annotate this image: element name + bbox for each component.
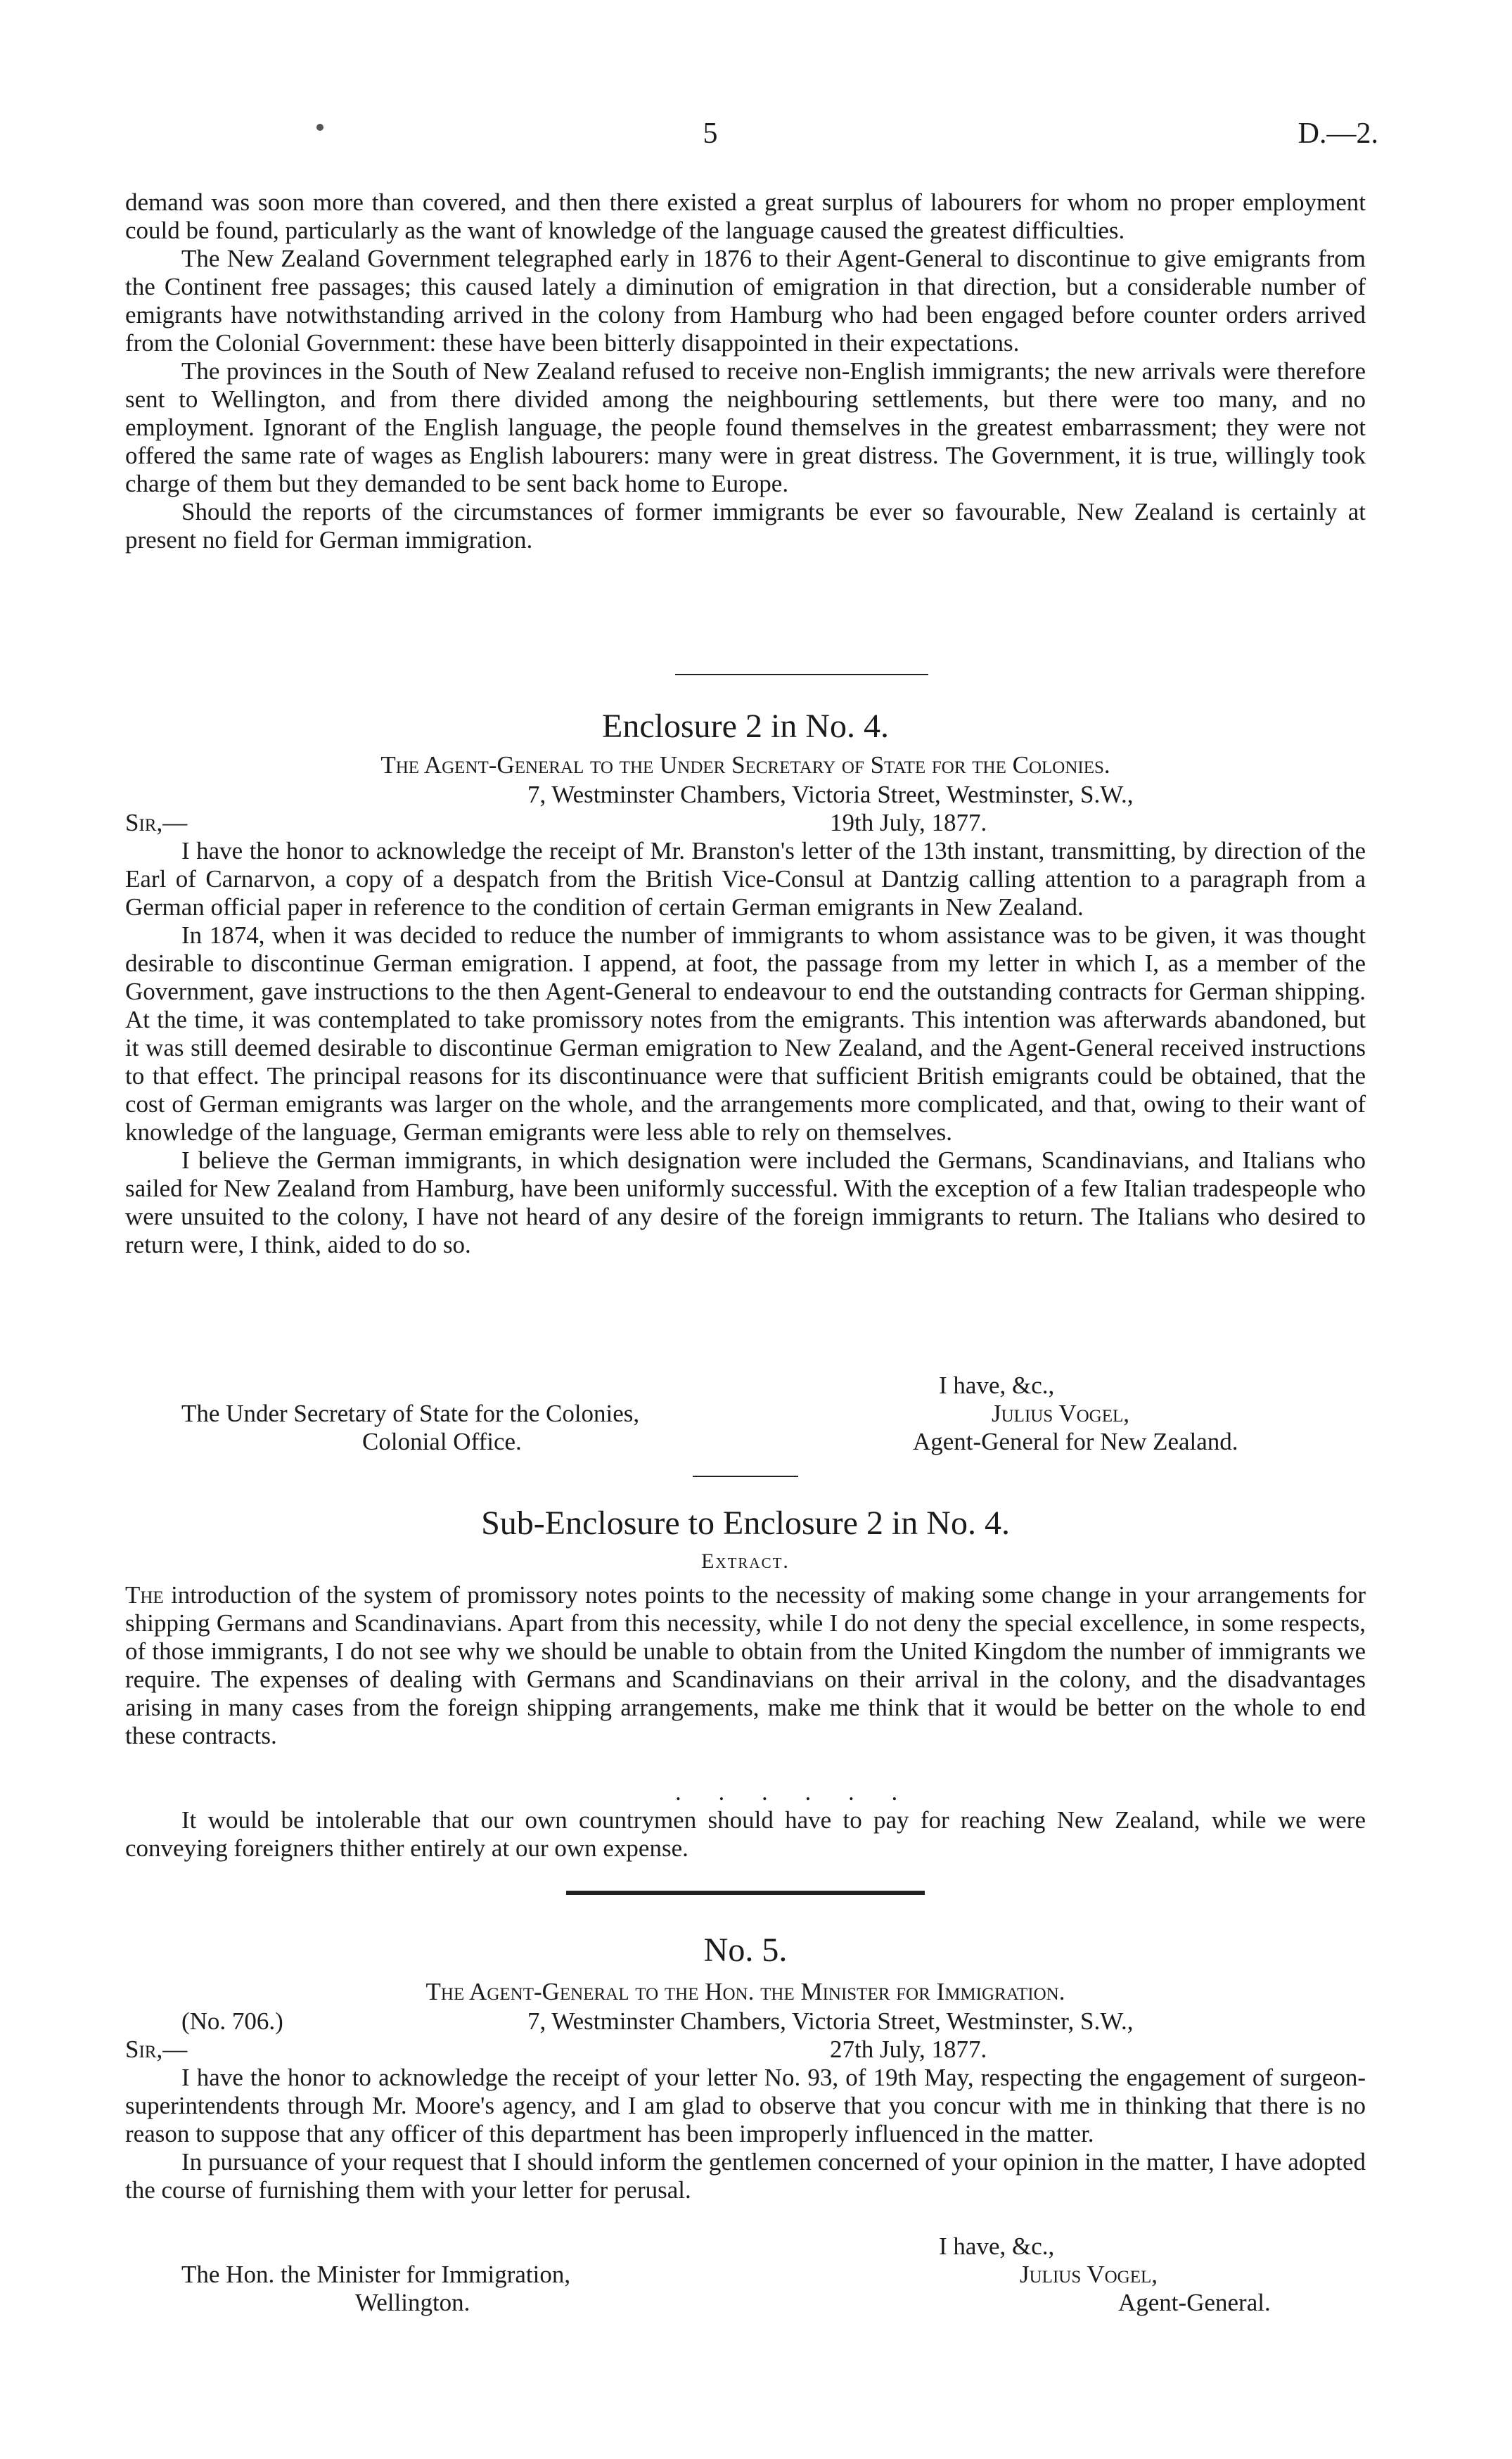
letter-paragraph: In 1874, when it was decided to reduce the number of immigrants to whom assistance was to be given, it was thought desirable to discontinue German emigration. I append, at foot, the passage from my letter in which I, as a member of the Government, gave instructions to the then Agent-General to endeavour to end the outstanding contracts for German shipping. At the time, it was contemplated to take promissory notes from the emigrants. This intention was afterwards abandoned, but it was still deemed desirable to discontinue German emigration to New Zealand, and the Agent-General received instructions to that effect. The principal reasons for its discontinuance were that sufficient British emigrants could be obtained, that the cost of German emigrants was larger on the whole, and the arrangements more complicated, and that, owing to their want of knowledge of the language, German emigrants were less able to rely on themselves. xyxy=(125,921,1366,1146)
subenclosure-title: Sub-Enclosure to Enclosure 2 in No. 4. xyxy=(481,1505,1010,1542)
signature-name: Julius Vogel, xyxy=(992,1400,1130,1427)
section-divider xyxy=(675,674,928,675)
letter-date: 19th July, 1877. xyxy=(830,809,987,836)
letter-paragraph: I believe the German immigrants, in which designation were included the Germans, Scandinavians, and Italians who sailed for New Zealand from Hamburg, have been uniformly successful. With the exception of a few Italian tradespeople who were unsuited to the colony, I have not heard of any desire of the foreign immigrants to return. The Italians who desired to return were, I think, aided to do so. xyxy=(125,1147,1366,1258)
subenclosure-body-2 xyxy=(125,1806,1366,1863)
enclosure-body xyxy=(125,837,1366,1259)
signature-name: Julius Vogel, xyxy=(1020,2261,1158,2288)
extract-paragraph xyxy=(125,1581,1366,1750)
enclosure-subtitle: The Agent-General to the Under Secretary of State for the Colonies. xyxy=(380,751,1110,779)
letter-date: 27th July, 1877. xyxy=(830,2036,987,2063)
intro-paragraph: The provinces in the South of New Zealand refused to receive non-English immigrants; the new arrivals were therefore sent to Wellington, and from there divided among the neighbouring settlements, but there were too many, and no employment. Ignorant of the English language, the people found themselves in the greatest embarrassment; they were not offered the same rate of wages as English labourers: many were in great distress. The Government, it is true, willingly took charge of them but they demanded to be sent back home to Europe. xyxy=(125,357,1366,497)
extract-text: introduction of the system of promissory notes points to the necessity of making some change in your arrangements for shipping Germans and Scandinavians. Apart from this necessity, while I do not deny the special excellence, in some respects, of those immigrants, I do not see why we should be unable to obtain from the United Kingdom the number of immigrants we require. The expenses of dealing with Germans and Scandinavians on their arrival in the colony, and the disadvantages arising in many cases from the foreign shipping arrangements, make me think that it would be better on the whole to end these contracts. xyxy=(125,1581,1366,1749)
addressee-line: Wellington. xyxy=(355,2289,470,2316)
margin-dot xyxy=(316,124,323,131)
extract-label: Extract. xyxy=(701,1550,790,1573)
ellipsis-dots: . . . . . . xyxy=(675,1778,914,1806)
sender-address: 7, Westminster Chambers, Victoria Street, Westminster, S.W., xyxy=(527,781,1134,808)
subenclosure-body xyxy=(125,1581,1366,1750)
intro-paragraph: demand was soon more than covered, and then there existed a great surplus of labourers for whom no proper employment could be found, particularly as the want of knowledge of the language caused the greatest difficulties. xyxy=(125,189,1366,244)
signature-title: Agent-General. xyxy=(1118,2289,1271,2316)
salutation: Sir,— xyxy=(125,809,188,836)
addressee-line: The Under Secretary of State for the Colonies, xyxy=(181,1400,640,1427)
signature-title: Agent-General for New Zealand. xyxy=(913,1428,1238,1455)
page-number: 5 xyxy=(703,117,718,150)
letter-paragraph: I have the honor to acknowledge the receipt of your letter No. 93, of 19th May, respecting the engagement of surgeon-superintendents through Mr. Moore's agency, and I am glad to observe that you concur with me in thinking that there is no reason to suppose that any officer of this department has been improperly influenced in the matter. xyxy=(125,2064,1366,2147)
no5-body xyxy=(125,2064,1366,2204)
intro-section xyxy=(125,189,1366,554)
letter-paragraph: I have the honor to acknowledge the receipt of Mr. Branston's letter of the 13th instant, transmitting, by direction of the Earl of Carnarvon, a copy of a despatch from the British Vice-Consul at Dantzig calling attention to a paragraph from a German official paper in reference to the condition of certain German emigrants in New Zealand. xyxy=(125,837,1366,921)
addressee-line: The Hon. the Minister for Immigration, xyxy=(181,2261,571,2288)
letter-paragraph: In pursuance of your request that I should inform the gentlemen concerned of your opinion in the matter, I have adopted the course of furnishing them with your letter for perusal. xyxy=(125,2148,1366,2204)
intro-paragraph: The New Zealand Government telegraphed early in 1876 to their Agent-General to discontinue to give emigrants from the Continent free passages; this caused lately a diminution of emigration in that direction, but a considerable number of emigrants have notwithstanding arrived in the colony from Hamburg who had been engaged before counter orders arrived from the Colonial Government: these have been bitterly disappointed in their expectations. xyxy=(125,245,1366,357)
letter-reference: (No. 706.) xyxy=(181,2007,283,2035)
addressee-line: Colonial Office. xyxy=(362,1428,522,1455)
section-divider xyxy=(566,1891,925,1895)
lead-word: The xyxy=(125,1581,164,1609)
closing: I have, &c., xyxy=(939,2233,1055,2260)
letter-subtitle: The Agent-General to the Hon. the Minister for Immigration. xyxy=(425,1978,1065,2005)
enclosure-title: Enclosure 2 in No. 4. xyxy=(602,708,889,745)
sender-address: 7, Westminster Chambers, Victoria Street, Westminster, S.W., xyxy=(527,2007,1134,2035)
salutation: Sir,— xyxy=(125,2036,188,2063)
letter-number-title: No. 5. xyxy=(703,1931,788,1969)
intro-paragraph: Should the reports of the circumstances of former immigrants be ever so favourable, New Zealand is certainly at present no field for German immigration. xyxy=(125,498,1366,554)
extract-paragraph: It would be intolerable that our own countrymen should have to pay for reaching New Zealand, while we were conveying foreigners thither entirely at our own expense. xyxy=(125,1806,1366,1862)
section-divider xyxy=(693,1476,798,1477)
document-reference: D.—2. xyxy=(1298,117,1378,150)
closing: I have, &c., xyxy=(939,1372,1055,1399)
